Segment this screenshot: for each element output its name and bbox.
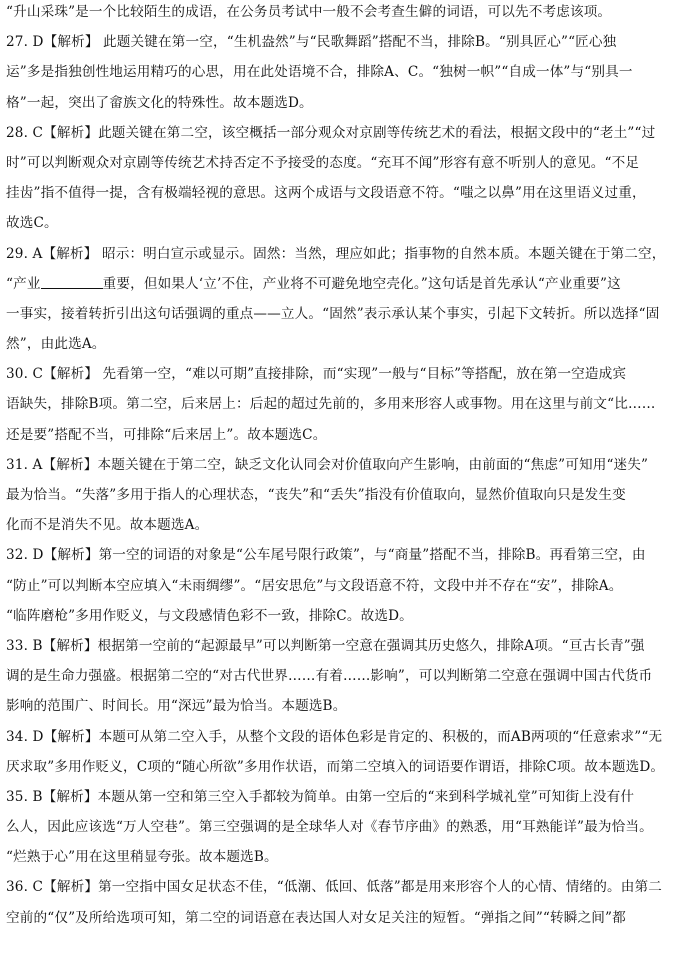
- text-line: 36. C【解析】第一空指中国女足状态不佳，“低潮、低回、低落”都是用来形容个人的心情、情绪的。由第二: [6, 879, 663, 896]
- text-line: 调的是生命力强盛。根据第二空的“对古代世界……有着……影响”，可以判断第二空意在强调中国古代货币: [6, 668, 653, 685]
- text-line: 格”一起，突出了畲族文化的特殊性。故本题选D。: [6, 94, 313, 111]
- text-line: 化而不是消失不见。故本题选A。: [6, 517, 209, 534]
- text-line: 时”可以判断观众对京剧等传统艺术持否定不予接受的态度。“充耳不闻”形容有意不听别人的意见。“不足: [6, 154, 640, 171]
- text-line: 28. C【解析】此题关键在第二空，该空概括一部分观众对京剧等传统艺术的看法，根据文段中的“老土”“过: [6, 124, 656, 141]
- text-line: 影响的范围广、时间长。用“深远”最为恰当。本题选B。: [6, 698, 347, 715]
- text-line: 还是要”搭配不当，可排除“后来居上”。故本题选C。: [6, 426, 327, 443]
- text-line: 34. D【解析】本题可从第二空入手，从整个文段的语体色彩是肯定的、积极的，而AB两项的“任意索求”“无: [6, 728, 663, 745]
- text-line: “升山采珠”是一个比较陌生的成语，在公务员考试中一般不会考查生僻的词语，可以先不考虑该项。: [6, 4, 612, 20]
- text-line: 么人，因此应该选“万人空巷”。第三空强调的是全球华人对《春节序曲》的熟悉，用“耳熟能详”最为恰当。: [6, 819, 653, 836]
- text-segment: 重要，但如果人‘立’不住，产业将不可避免地空壳化。”这句话是首先承认“产业重要”这: [102, 275, 621, 292]
- text-line: 32. D【解析】第一空的词语的对象是“公车尾号限行政策”，与“商量”搭配不当，排除B。再看第三空，由: [6, 547, 646, 564]
- text-line: 空前的“仅”及所给选项可知，第二空的词语意在表达国人对女足关注的短暂。“弹指之间”“转瞬之间”都: [6, 909, 626, 926]
- text-line: 然”，由此选A。: [6, 336, 106, 353]
- text-line: 最为恰当。“失落”多用于指人的心理状态，“丧失”和“丢失”指没有价值取向，显然价值取向只是发生变: [6, 487, 626, 503]
- text-line: “防止”可以判断本空应填入“未雨绸缪”。“居安思危”与文段语意不符，文段中并不存在“安”，排除A。: [6, 577, 623, 594]
- text-line: 30. C【解析】 先看第一空，“难以可期”直接排除，而“实现”一般与“目标”等搭配，放在第一空造成宾: [6, 366, 627, 383]
- text-line: 挂齿”指不值得一提，含有极端轻视的意思。这两个成语与文段语意不符。“嗤之以鼻”用在这里语义过重，: [6, 185, 646, 202]
- text-line: 一事实，接着转折引出这句话强调的重点——立人。“固然”表示承认某个事实，引起下文转折。所以选择“固: [6, 305, 660, 322]
- text-segment: “产业: [6, 275, 41, 292]
- text-line-with-blank: [6, 269, 667, 299]
- fill-in-blank: [41, 275, 103, 289]
- text-line: “烂熟于心”用在这里稍显夸张。故本题选B。: [6, 849, 278, 866]
- text-line: 厌求取”多用作贬义，C项的“随心所欲”多用作状语，而第二空填入的词语要作谓语，排除C项。故本题选D。: [6, 758, 665, 775]
- text-line: 语缺失，排除B项。第二空，后来居上：后起的超过先前的，多用来形容人或事物。用在这里与前文“比……: [6, 396, 656, 413]
- text-line: 35. B【解析】本题从第一空和第三空入手都较为简单。由第一空后的“来到科学城礼堂”可知街上没有什: [6, 788, 635, 805]
- text-line: 27. D【解析】 此题关键在第一空，“生机盎然”与“民歌舞蹈”搭配不当，排除B。“别具匠心”“匠心独: [6, 34, 617, 51]
- text-line: 故选C。: [6, 215, 58, 232]
- text-line: 29. A【解析】 昭示：明白宣示或显示。固然：当然，理应如此；指事物的自然本质。本题关键在于第二空，: [6, 245, 666, 262]
- text-line: 31. A【解析】本题关键在于第二空，缺乏文化认同会对价值取向产生影响，由前面的“焦虑”可知用“迷失”: [6, 456, 649, 473]
- text-line: “临阵磨枪”多用作贬义，与文段感情色彩不一致，排除C。故选D。: [6, 607, 413, 624]
- text-line: 运”多是指独创性地运用精巧的心思，用在此处语境不合，排除A、C。“独树一帜”“自成一体”与“别具一: [6, 64, 633, 81]
- text-line: 33. B【解析】根据第一空前的“起源最早”可以判断第一空意在强调其历史悠久，排除A项。“亘古长青”强: [6, 637, 645, 654]
